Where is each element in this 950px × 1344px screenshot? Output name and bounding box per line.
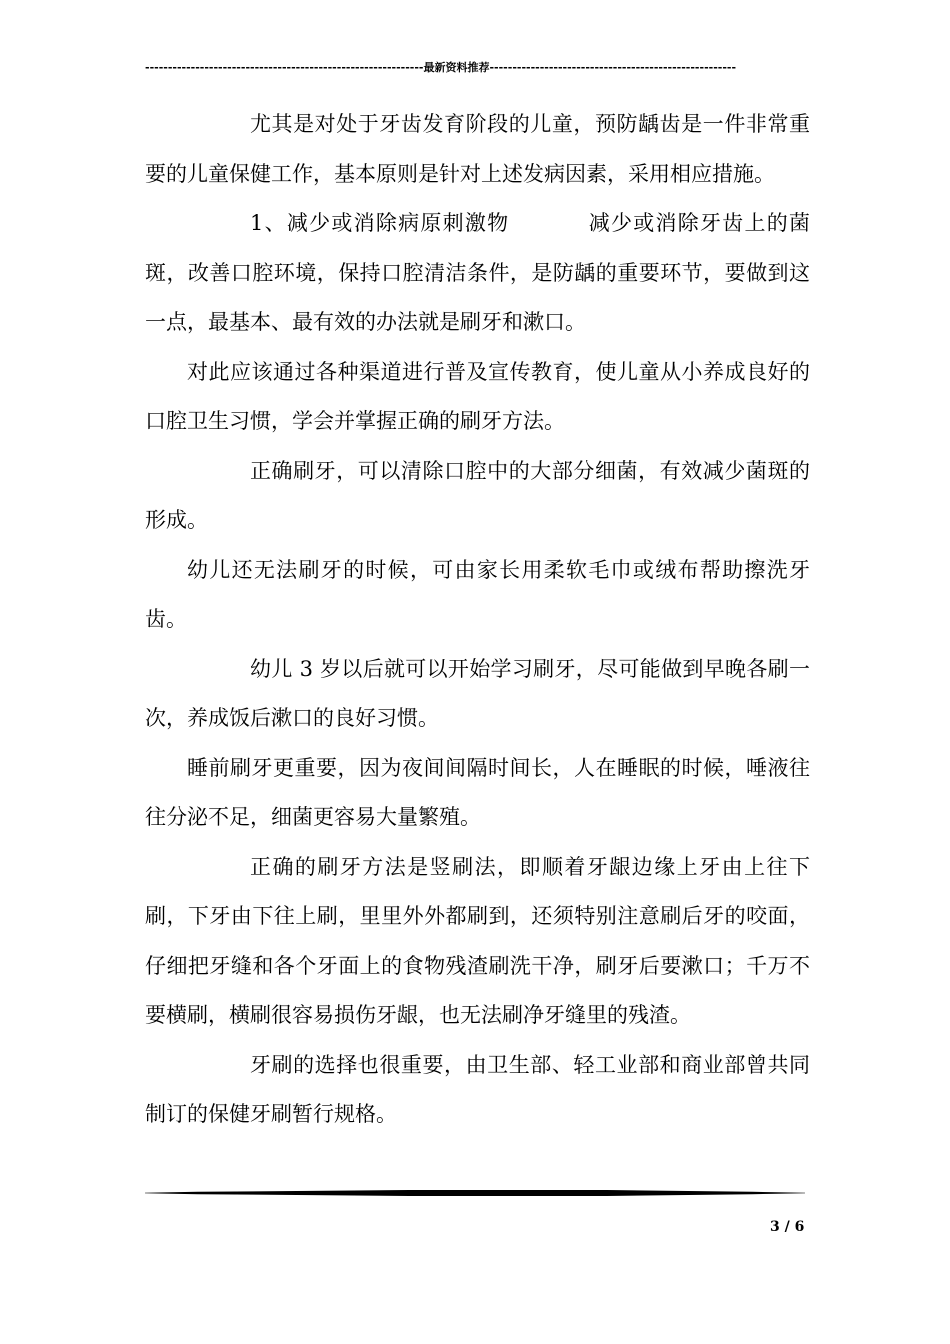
paragraph-9: 牙刷的选择也很重要，由卫生部、轻工业部和商业部曾共同制订的保健牙刷暂行规格。 (145, 1052, 810, 1126)
paragraph-6: 幼儿 3 岁以后就可以开始学习刷牙，尽可能做到早晚各刷一次，养成饭后漱口的良好习惯。 (145, 656, 810, 730)
paragraph-8: 正确的刷牙方法是竖刷法，即顺着牙龈边缘上牙由上往下刷，下牙由下往上刷，里里外外都刷到，还须特别注意刷后牙的咬面，仔细把牙缝和各个牙面上的食物残渣刷洗干净，刷牙后要漱口；千万不要横刷，横刷很容易损伤牙龈，也无法刷净牙缝里的残渣。 (145, 854, 810, 1027)
document-body (145, 100, 810, 1140)
paragraph-7: 睡前刷牙更重要，因为夜间间隔时间长，人在睡眠的时候，唾液往往分泌不足，细菌更容易大量繁殖。 (145, 755, 810, 829)
paragraph-2 (145, 199, 810, 348)
paragraph-2-body: 减少或消除牙齿上的菌斑，改善口腔环境，保持口腔清洁条件，是防龋的重要环节，要做到这一点，最基本、最有效的办法就是刷牙和漱口。 (145, 211, 810, 334)
paragraph-3: 对此应该通过各种渠道进行普及宣传教育，使儿童从小养成良好的口腔卫生习惯，学会并掌握正确的刷牙方法。 (145, 359, 810, 433)
section-heading: 1、减少或消除病原刺激物 (250, 211, 510, 235)
page-number: 3 / 6 (770, 1219, 805, 1235)
footer-rule (145, 1190, 805, 1196)
page-header: -------------------------------------------------------------最新资料推荐------------------------------------------------------ (145, 61, 737, 74)
paragraph-4: 正确刷牙，可以清除口腔中的大部分细菌，有效减少菌斑的形成。 (145, 458, 810, 532)
paragraph-1: 尤其是对处于牙齿发育阶段的儿童，预防龋齿是一件非常重要的儿童保健工作，基本原则是针对上述发病因素，采用相应措施。 (145, 112, 810, 186)
paragraph-5: 幼儿还无法刷牙的时候，可由家长用柔软毛巾或绒布帮助擦洗牙齿。 (145, 557, 810, 631)
